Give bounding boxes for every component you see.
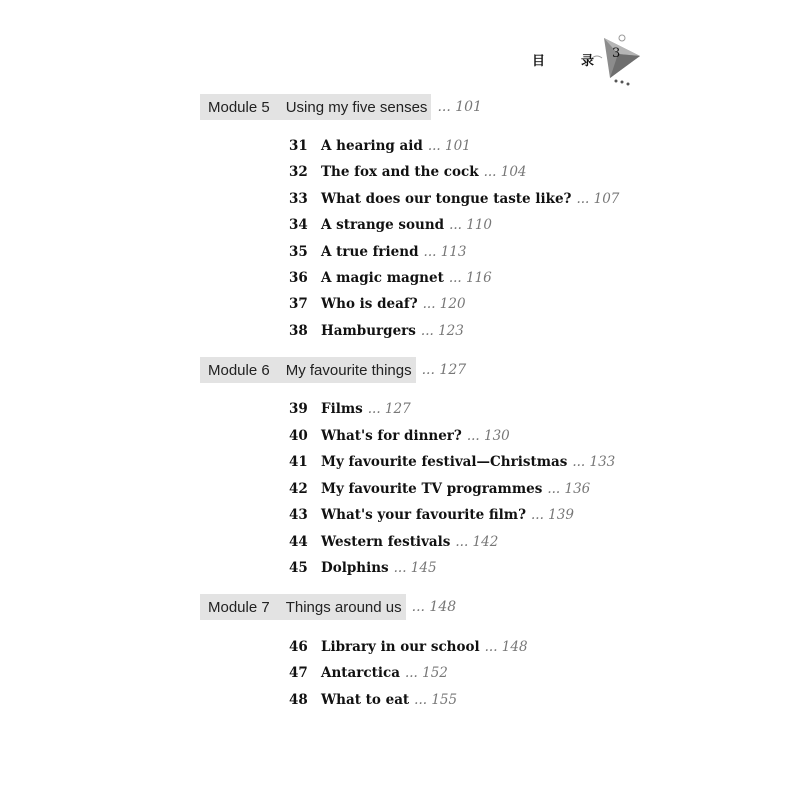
lesson-entry (289, 531, 498, 553)
lesson-number: 32 (289, 164, 308, 180)
lesson-page-ref: ... 139 (531, 507, 574, 523)
lesson-title: My favourite TV programmes (321, 481, 543, 497)
lesson-page-ref: ... 148 (484, 639, 528, 655)
lesson-title: What's your favourite film? (321, 507, 526, 523)
lesson-number: 44 (289, 534, 308, 550)
lesson-number: 40 (289, 428, 308, 444)
lesson-number: 46 (289, 639, 308, 655)
lesson-title: A hearing aid (321, 138, 423, 154)
module-page-ref: ... 148 (411, 599, 457, 615)
lesson-page-ref: ... 127 (367, 401, 411, 417)
module-title-box (200, 594, 406, 620)
lesson-entry (289, 267, 492, 289)
lesson-entry (289, 451, 615, 473)
module-page-ref: ... 127 (421, 362, 467, 378)
lesson-title: What does our tongue taste like? (321, 191, 572, 207)
module-number: Module 7 (208, 598, 270, 616)
lesson-entry (289, 188, 619, 210)
lesson-number: 38 (289, 323, 308, 339)
lesson-number: 39 (289, 401, 308, 417)
lesson-page-ref: ... 123 (420, 323, 464, 339)
lesson-entry (289, 504, 574, 526)
lesson-number: 48 (289, 692, 308, 708)
lesson-title: A true friend (321, 244, 419, 260)
lesson-page-ref: ... 136 (547, 481, 591, 497)
lesson-entry (289, 398, 411, 420)
module-title-box (200, 94, 431, 120)
lesson-page-ref: ... 130 (466, 428, 510, 444)
lesson-entry (289, 293, 466, 315)
lesson-page-ref: ... 145 (393, 560, 437, 576)
module-title: Things around us (285, 598, 402, 616)
lesson-entry (289, 214, 492, 236)
lesson-page-ref: ... 101 (427, 138, 471, 154)
lesson-title: What to eat (321, 692, 410, 708)
lesson-title: Antarctica (321, 665, 400, 681)
lesson-entry (289, 557, 437, 579)
lesson-entry (289, 425, 510, 447)
lesson-page-ref: ... 133 (572, 454, 616, 470)
lesson-entry (289, 478, 590, 500)
lesson-number: 45 (289, 560, 308, 576)
lesson-title: Dolphins (321, 560, 389, 576)
lesson-number: 47 (289, 665, 308, 681)
lesson-title: What's for dinner? (321, 428, 462, 444)
module-heading (200, 594, 456, 620)
lesson-number: 36 (289, 270, 308, 286)
lesson-title: My favourite festival—Christmas (321, 454, 568, 470)
lesson-entry (289, 689, 457, 711)
lesson-page-ref: ... 155 (414, 692, 458, 708)
header-title-char-1: 目 (532, 54, 546, 69)
lesson-entry (289, 320, 464, 342)
module-page-ref: ... 101 (437, 99, 482, 115)
lesson-number: 33 (289, 191, 308, 207)
lesson-entry (289, 636, 528, 658)
lesson-number: 42 (289, 481, 308, 497)
lesson-page-ref: ... 152 (404, 665, 448, 681)
module-heading (200, 94, 482, 120)
lesson-title: Who is deaf? (321, 296, 418, 312)
lesson-page-ref: ... 120 (422, 296, 466, 312)
module-heading (200, 357, 466, 383)
page-header-title (532, 50, 594, 69)
lesson-number: 34 (289, 217, 308, 233)
lesson-entry (289, 135, 471, 157)
lesson-title: A magic magnet (321, 270, 444, 286)
lesson-page-ref: ... 104 (483, 164, 527, 180)
lesson-title: Western festivals (321, 534, 451, 550)
lesson-number: 43 (289, 507, 308, 523)
page-number-badge (588, 34, 648, 86)
module-title: My favourite things (285, 361, 412, 379)
lesson-number: 31 (289, 138, 308, 154)
module-title-box (200, 357, 416, 383)
lesson-number: 41 (289, 454, 308, 470)
lesson-title: A strange sound (321, 217, 445, 233)
lesson-title: The fox and the cock (321, 164, 479, 180)
page-number: 3 (612, 46, 621, 61)
lesson-number: 37 (289, 296, 308, 312)
module-number: Module 6 (208, 361, 270, 379)
lesson-entry (289, 241, 466, 263)
lesson-page-ref: ... 113 (423, 244, 467, 260)
lesson-title: Films (321, 401, 363, 417)
lesson-entry (289, 662, 448, 684)
lesson-title: Hamburgers (321, 323, 416, 339)
lesson-entry (289, 161, 527, 183)
lesson-page-ref: ... 107 (576, 191, 620, 207)
header-title-char-2: 录 (580, 54, 594, 69)
lesson-title: Library in our school (321, 639, 480, 655)
lesson-number: 35 (289, 244, 308, 260)
lesson-page-ref: ... 142 (455, 534, 499, 550)
module-title: Using my five senses (285, 98, 428, 116)
lesson-page-ref: ... 116 (448, 270, 492, 286)
module-number: Module 5 (208, 98, 270, 116)
lesson-page-ref: ... 110 (449, 217, 493, 233)
